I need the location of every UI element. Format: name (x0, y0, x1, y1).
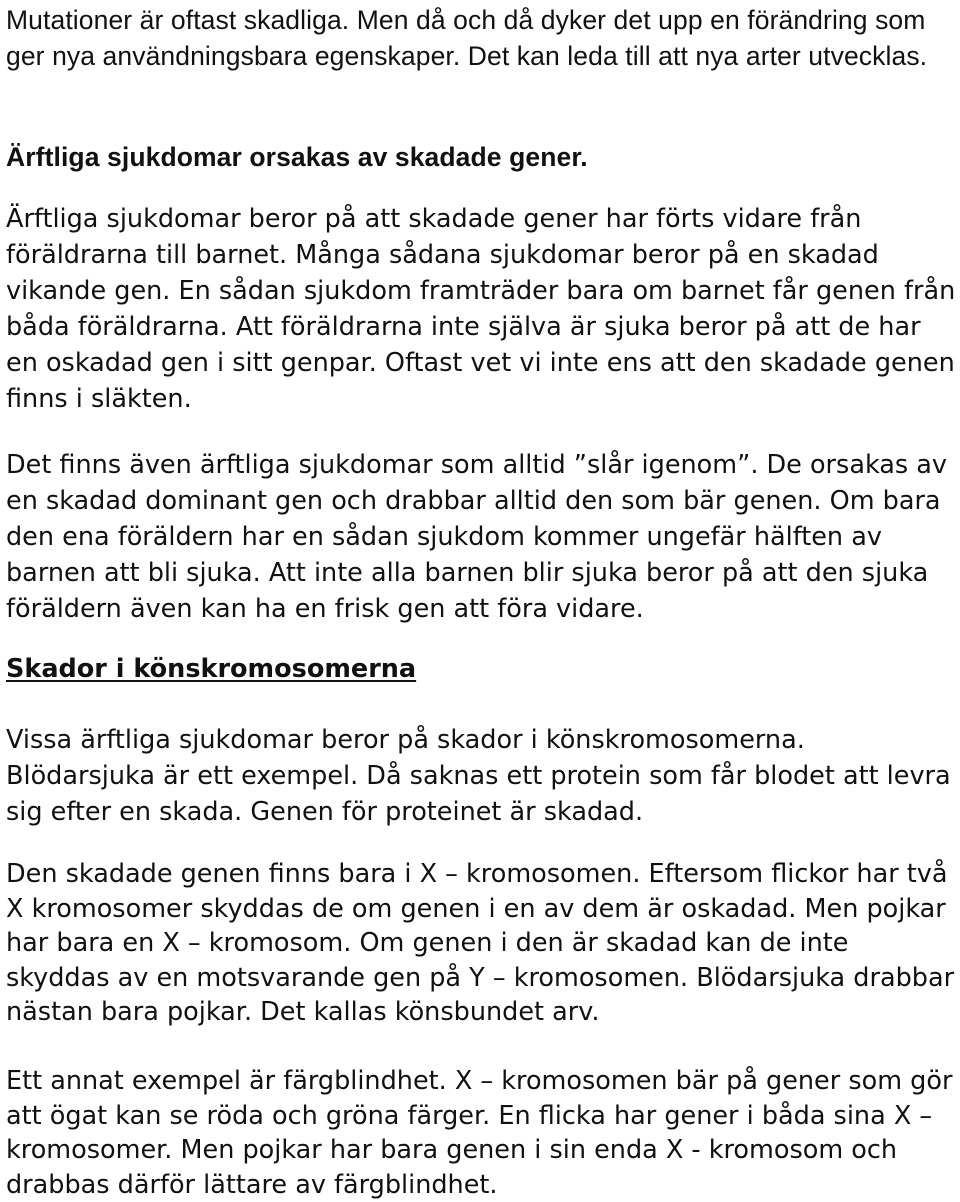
paragraph-dominant-genes: Det finns även ärftliga sjukdomar som alltid ”slår igenom”. De orsakas av en skadad dominant gen och drabbar alltid den som bär genen. Om bara den ena föräldern har en sådan sjukdom kommer ungefär hälften av barnen att bli sjuka. Att inte alla barnen blir sjuka beror på att den sjuka föräldern även kan ha en frisk gen att föra vidare. (6, 450, 948, 624)
intro-paragraph: Mutationer är oftast skadliga. Men då och då dyker det upp en förändring som ger nya användningsbara egenskaper. Det kan leda till att nya arter utvecklas. (6, 5, 928, 71)
paragraph-color-blindness: Ett annat exempel är färgblindhet. X – kromosomen bär på gener som gör att ögat kan se röda och gröna färger. En flicka har gener i båda sina X – kromosomer. Men pojkar har bara genen i sin enda X - kromosom och drabbas därför lättare av färgblindhet. (6, 1066, 953, 1200)
heading-sex-chromosomes: Skador i könskromosomerna (6, 654, 417, 684)
paragraph-x-chromosome: Den skadade genen finns bara i X – kromosomen. Eftersom flickor har två X kromosomer skyddas de om genen i en av dem är oskadad. Men pojkar har bara en X – kromosom. Om genen i den är skadad kan de inte skyddas av en motsvarande gen på Y – kromosomen. Blödarsjuka drabbar nästan bara pojkar. Det kallas könsbundet arv. (6, 859, 955, 1028)
paragraph-bleeding-disorder: Vissa ärftliga sjukdomar beror på skador i könskromosomerna. Blödarsjuka är ett exempel. Då saknas ett protein som får blodet att levra sig efter en skada. Genen för proteinet är skadad. (6, 725, 951, 827)
heading-hereditary-diseases: Ärftliga sjukdomar orsakas av skadade gener. (6, 142, 588, 172)
paragraph-recessive-genes: Ärftliga sjukdomar beror på att skadade gener har förts vidare från föräldrarna till barnet. Många sådana sjukdomar beror på en skadad vikande gen. En sådan sjukdom framträder bara om barnet får genen från båda föräldrarna. Att föräldrarna inte själva är sjuka beror på att de har en oskadad gen i sitt genpar. Oftast vet vi inte ens att den skadade genen finns i släkten. (6, 204, 956, 414)
